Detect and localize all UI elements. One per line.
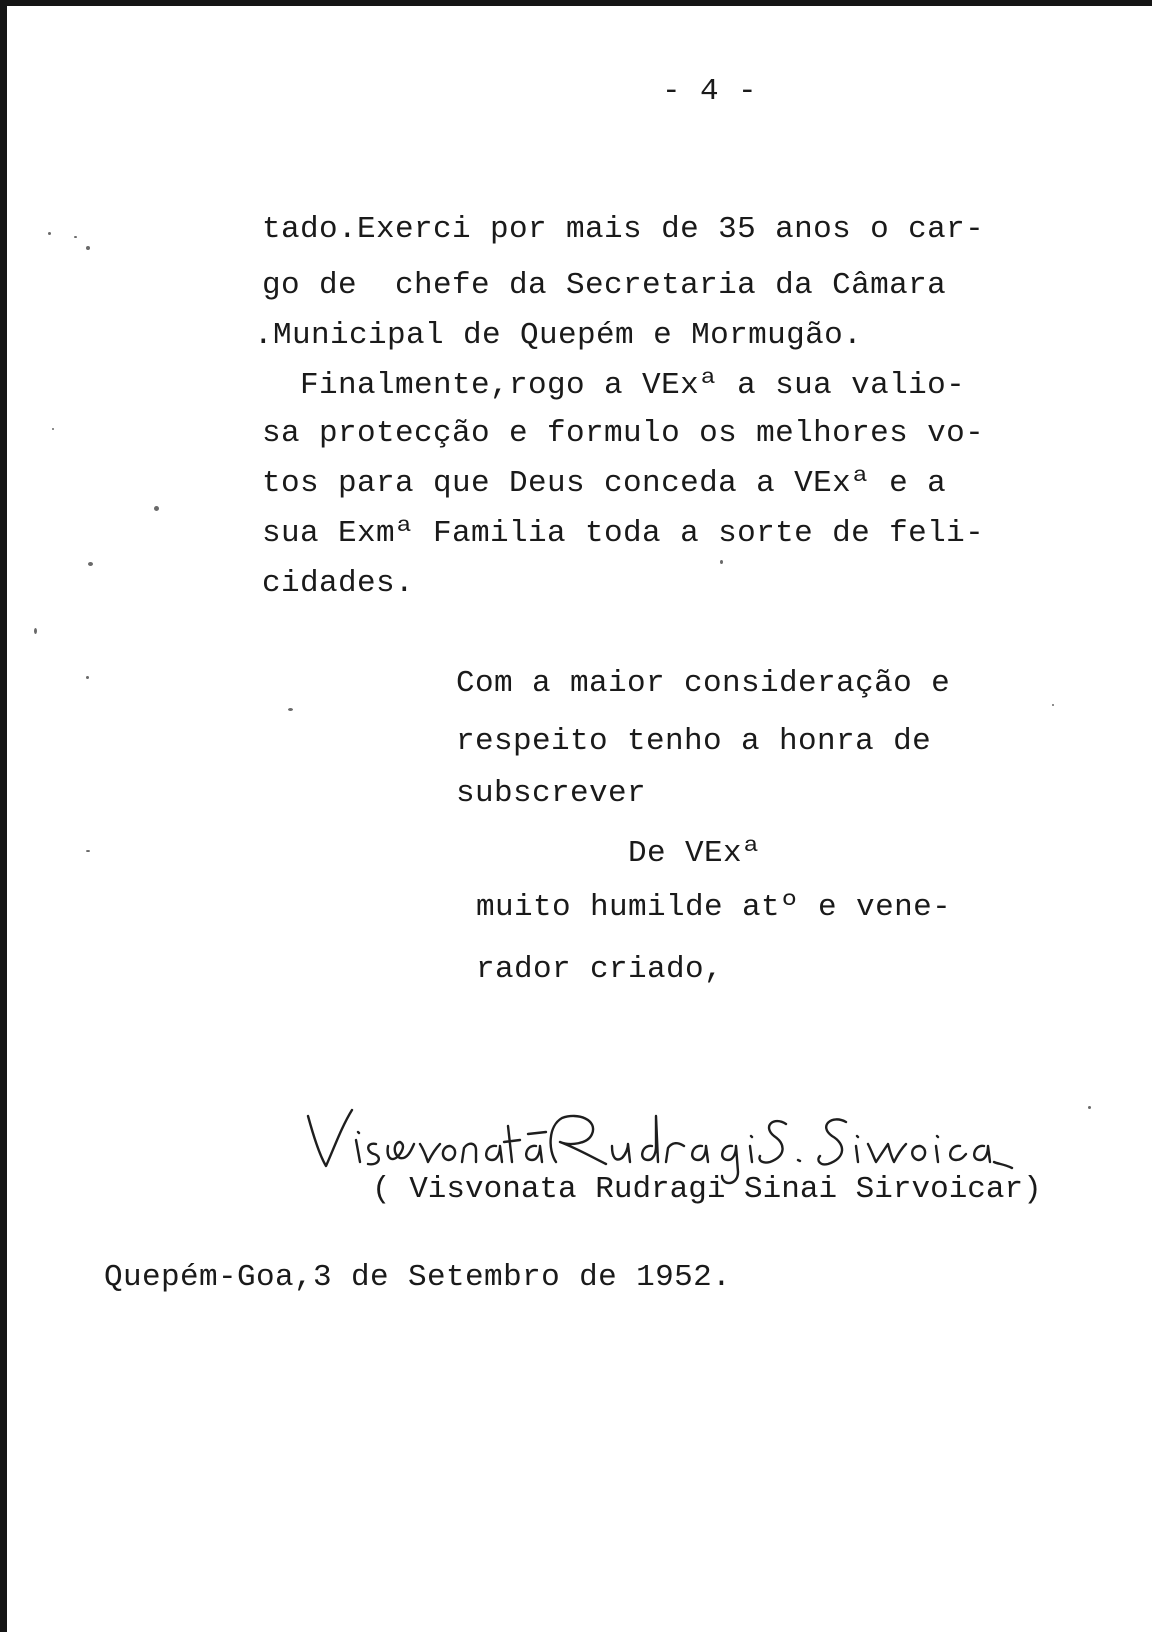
body-line: go de chefe da Secretaria da Câmara xyxy=(262,268,947,303)
closing-line: Com a maior consideração e xyxy=(456,666,951,701)
body-line: sua Exmª Familia toda a sorte de feli- xyxy=(262,516,985,551)
body-line: tado.Exerci por mais de 35 anos o car- xyxy=(262,212,985,247)
body-line: cidades. xyxy=(262,566,415,601)
scan-speck xyxy=(74,236,77,238)
sign-off-line: muito humilde atº e vene- xyxy=(476,890,952,925)
scan-speck xyxy=(154,506,159,511)
body-line: tos para que Deus conceda a VExª e a xyxy=(262,466,947,501)
body-line: Finalmente,rogo a VExª a sua valio- xyxy=(262,368,966,403)
scan-speck xyxy=(1088,1106,1091,1109)
scan-speck xyxy=(34,628,37,634)
scan-speck xyxy=(1052,704,1054,706)
scan-speck xyxy=(48,232,51,235)
scan-speck xyxy=(86,246,90,250)
place-and-date: Quepém-Goa,3 de Setembro de 1952. xyxy=(104,1260,732,1295)
body-line: sa protecção e formulo os melhores vo- xyxy=(262,416,985,451)
typed-signature-name: ( Visvonata Rudragi Sinai Sirvoicar) xyxy=(372,1172,1042,1207)
salutation: De VExª xyxy=(628,836,762,871)
scan-speck xyxy=(86,850,90,852)
scan-speck xyxy=(86,676,89,679)
closing-line: respeito tenho a honra de xyxy=(456,724,932,759)
scan-border-top xyxy=(0,0,1152,6)
scan-speck xyxy=(88,562,93,566)
body-line: .Municipal de Quepém e Mormugão. xyxy=(254,318,863,353)
page-number: - 4 - xyxy=(662,74,758,109)
closing-line: subscrever xyxy=(456,776,647,811)
scan-speck xyxy=(52,428,54,430)
scan-speck xyxy=(720,560,723,564)
scan-speck xyxy=(288,708,293,711)
sign-off-line: rador criado, xyxy=(476,952,724,987)
scan-border-left xyxy=(0,0,7,1632)
